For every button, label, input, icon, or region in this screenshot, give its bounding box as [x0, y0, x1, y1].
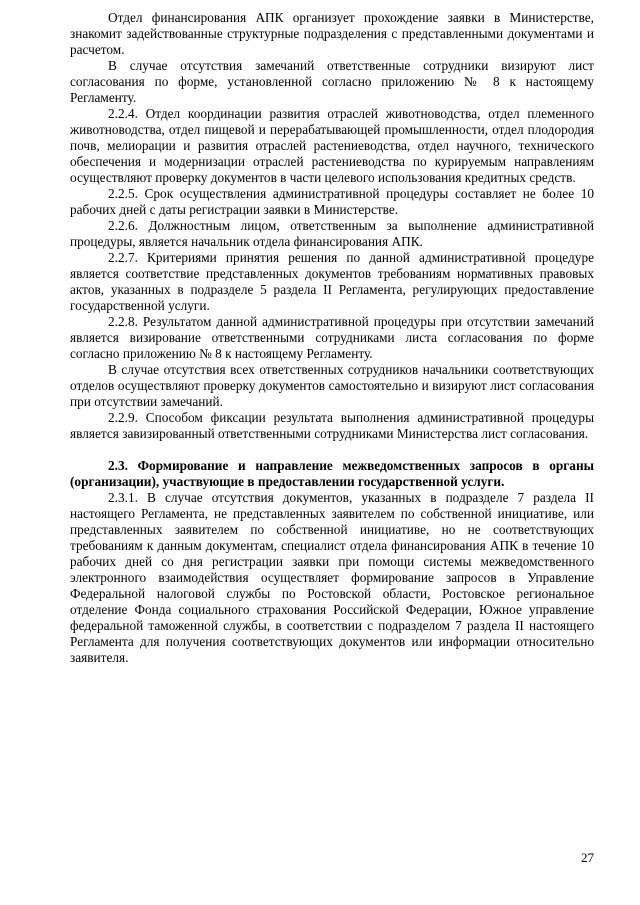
- paragraph-2-2-8: 2.2.8. Результатом данной административной процедуры при отсутствии замечаний является визирование ответственными сотрудниками листа согласования по форме согласно приложению № 8 к настоящему Регламенту.: [70, 314, 594, 361]
- paragraph-2-3-1: 2.3.1. В случае отсутствия документов, указанных в подразделе 7 раздела II настоящего Регламента, не представленных заявителем по собственной инициативе, или представленных заявителем по собственной инициативе, но не соответствующих требованиям к данным документам, специалист отдела финансирования АПК в течение 10 рабочих дней со дня регистрации заявки при помощи системы межведомственного электронного взаимодействия осуществляет формирование запросов в Управление Федеральной налоговой службы по Ростовской области, Ростовское региональное отделение Фонда социального страхования Российской Федерации, Южное управление федеральной таможенной службы, в соответствии с подразделом 7 раздела II настоящего Регламента для получения соответствующих документов или информации относительно заявителя.: [70, 490, 594, 665]
- paragraph-2-2-4: 2.2.4. Отдел координации развития отраслей животноводства, отдел племенного животноводства, отдел пищевой и перерабатывающей промышленности, отдел плодородия почв, мелиорации и развития отраслей растениеводства, отдел научного, технического обеспечения и модернизации отраслей растениеводства по курируемым направлениям осуществляют проверку документов в части целевого использования кредитных средств.: [70, 106, 594, 185]
- paragraph-2: В случае отсутствия замечаний ответственные сотрудники визируют лист согласования по форме, установленной согласно приложению № 8 к настоящему Регламенту.: [70, 58, 594, 105]
- paragraph-absent-staff: В случае отсутствия всех ответственных сотрудников начальники соответствующих отделов осуществляют проверку документов самостоятельно и визируют лист согласования при отсутствии замечаний.: [70, 362, 594, 409]
- paragraph-2-2-9: 2.2.9. Способом фиксации результата выполнения административной процедуры является завизированный ответственными сотрудниками Министерства лист согласования.: [70, 410, 594, 441]
- page-number: 27: [581, 850, 594, 865]
- paragraph-1: Отдел финансирования АПК организует прохождение заявки в Министерстве, знакомит задействованные структурные подразделения с представленными документами и расчетом.: [70, 10, 594, 57]
- section-heading: 2.3. Формирование и направление межведомственных запросов в органы (организации), участвующие в предоставлении государственной услуги.: [70, 458, 594, 489]
- paragraph-2-2-5: 2.2.5. Срок осуществления административной процедуры составляет не более 10 рабочих дней с даты регистрации заявки в Министерстве.: [70, 186, 594, 217]
- document-page: [70, 10, 594, 666]
- paragraph-2-2-6: 2.2.6. Должностным лицом, ответственным за выполнение административной процедуры, является начальник отдела финансирования АПК.: [70, 218, 594, 249]
- spacer: [70, 442, 594, 458]
- paragraph-2-2-7: 2.2.7. Критериями принятия решения по данной административной процедуре является соответствие представленных документов требованиям нормативных правовых актов, указанных в подразделе 5 раздела II Регламента, регулирующих предоставление государственной услуги.: [70, 250, 594, 313]
